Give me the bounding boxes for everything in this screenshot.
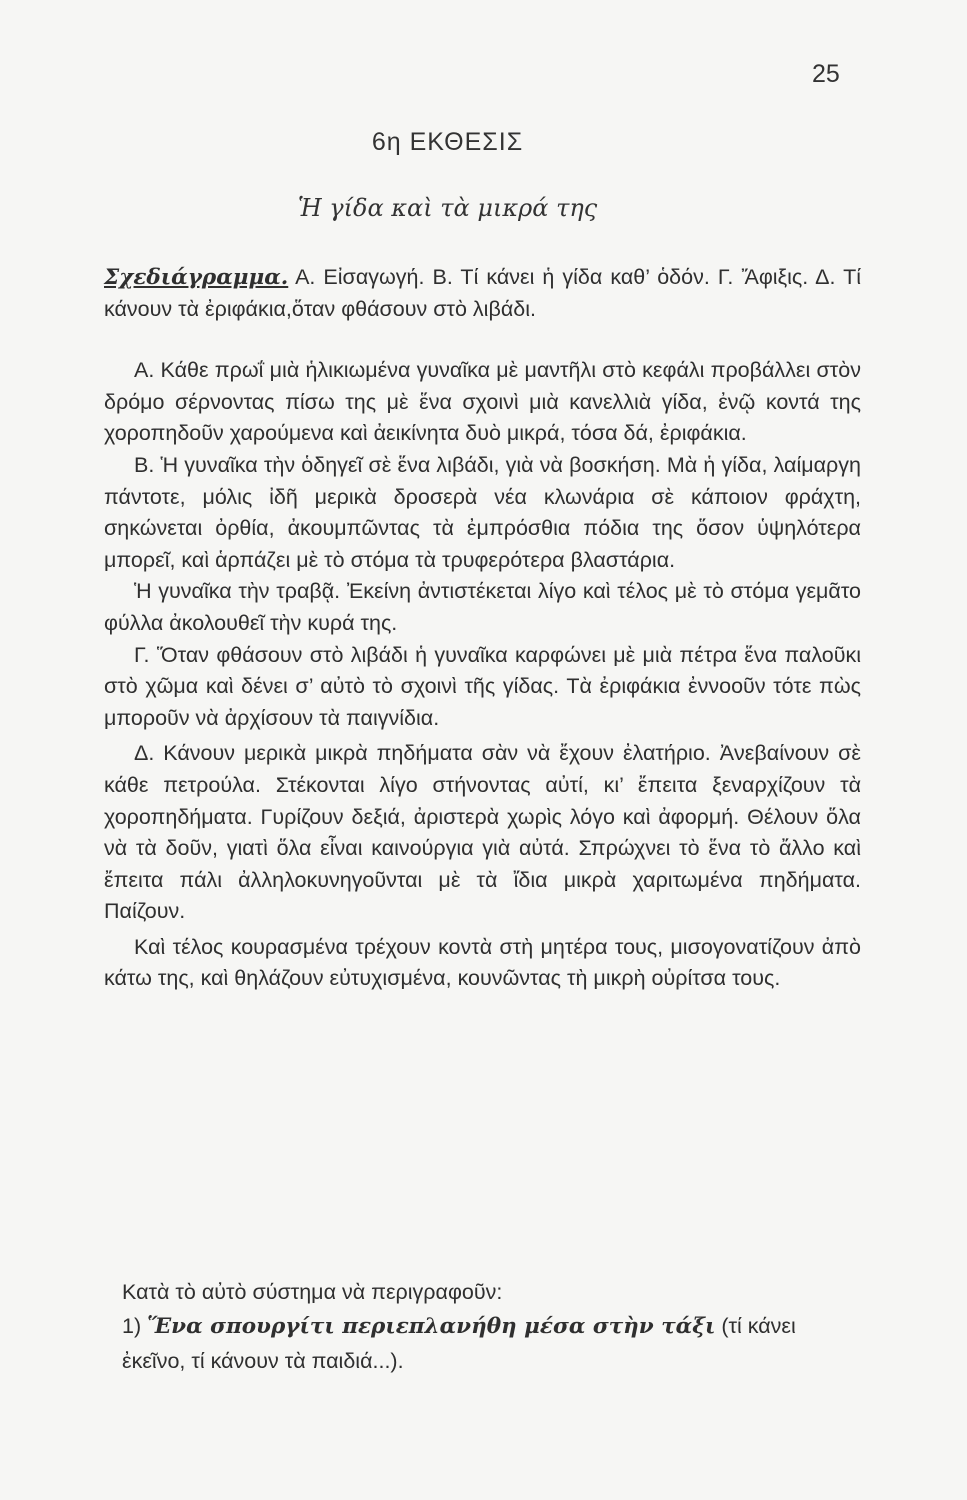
paragraph-a: Α. Κάθε πρωΐ μιὰ ἡλικιωμένα γυναῖκα μὲ μαντῆλι στὸ κεφάλι προβάλλει στὸν δρόμο σέρνοντας πίσω της μὲ ἕνα σχοινὶ μιὰ κανελλιὰ γίδα, ἐνῷ κοντά της χοροπηδοῦν χαρούμενα καὶ ἀεικίνητα δυὸ μικρά, τόσα δά, ἐριφάκια.: [104, 358, 861, 446]
essay-body: [104, 262, 861, 995]
assignment-item-note: (τί κάνει ἐκεῖνο, τί κάνουν τὰ παιδιά...).: [122, 1314, 796, 1373]
paragraph-b-continued: Ἡ γυναῖκα τὴν τραβᾷ. Ἐκείνη ἀντιστέκεται λίγο καὶ τέλος μὲ τὸ στόμα γεμᾶτο φύλλα ἀκολουθεῖ τὴν κυρά της.: [104, 579, 861, 635]
page-number: 25: [812, 60, 840, 88]
paragraph-c: Γ. Ὅταν φθάσουν στὸ λιβάδι ἡ γυναῖκα καρφώνει μὲ μιὰ πέτρα ἕνα παλοῦκι στὸ χῶμα καὶ δένει σ’ αὐτὸ τὸ σχοινὶ τῆς γίδας. Τὰ ἐριφάκια ἐννοοῦν τότε πὼς μποροῦν νὰ ἀρχίσουν τὰ παιγνίδια.: [104, 642, 861, 730]
outline-text: Α. Εἰσαγωγή. Β. Τί κάνει ἡ γίδα καθ’ ὁδόν. Γ. Ἄφιξις. Δ. Τί κάνουν τὰ ἐριφάκια,ὅταν φθάσουν στὸ λιβάδι.: [104, 265, 861, 321]
essay-subtitle: Ἡ γίδα καὶ τὰ μικρά της: [297, 194, 598, 222]
outline-lead: Σχεδιάγραμμα.: [104, 265, 289, 290]
chapter-title: 6η ΕΚΘΕΣΙΣ: [371, 128, 524, 156]
paragraph-d: Δ. Κάνουν μερικὰ μικρὰ πηδήματα σὰν νὰ ἔχουν ἐλατήριο. Ἀνεβαίνουν σὲ κάθε πετρούλα. Στέκονται λίγο στήνοντας αὐτί, κι’ ἔπειτα ξεναρχίζουν τὰ χοροπηδήματα. Γυρίζουν δεξιά, ἀριστερὰ χωρὶς λόγο καὶ ἀφορμή. Θέλουν ὅλα νὰ τὰ δοῦν, γιατὶ ὅλα εἶναι καινούργια γιὰ αὐτά. Σπρώχνει τὸ ἕνα τὸ ἄλλο καὶ ἔπειτα πάλι ἀλληλοκυνηγοῦνται μὲ τὰ ἴδια μικρὰ χαριτωμένα πηδήματα. Παίζουν.: [104, 741, 861, 924]
assignment-intro: Κατὰ τὸ αὐτὸ σύστημα νὰ περιγραφοῦν:: [122, 1280, 503, 1304]
assignment-block: [104, 1275, 861, 1378]
paragraph-b: Β. Ἡ γυναῖκα τὴν ὁδηγεῖ σὲ ἕνα λιβάδι, γιὰ νὰ βοσκήση. Μὰ ἡ γίδα, λαίμαργη πάντοτε, μόλις ἰδῆ μερικὰ δροσερὰ νέα κλωνάρια σὲ κάποιον φράχτη, σηκώνεται ὀρθία, ἀκουμπῶντας τὰ ἐμπρόσθια πόδια της ὅσον ὑψηλότερα μπορεῖ, καὶ ἁρπάζει μὲ τὸ στόμα τὰ τρυφερότερα βλαστάρια.: [104, 452, 861, 572]
outline-paragraph: [104, 262, 861, 325]
assignment-item: [104, 1309, 861, 1378]
assignment-item-number: 1): [122, 1314, 142, 1338]
assignment-item-title: Ἕνα σπουργίτι περιεπλανήθη μέσα στὴν τάξι: [147, 1314, 716, 1339]
paragraph-conclusion: Καὶ τέλος κουρασμένα τρέχουν κοντὰ στὴ μητέρα τους, μισογονατίζουν ἀπὸ κάτω της, καὶ θηλάζουν εὐτυχισμένα, κουνῶντας τὴ μικρὴ οὐρίτσα τους.: [104, 934, 861, 991]
